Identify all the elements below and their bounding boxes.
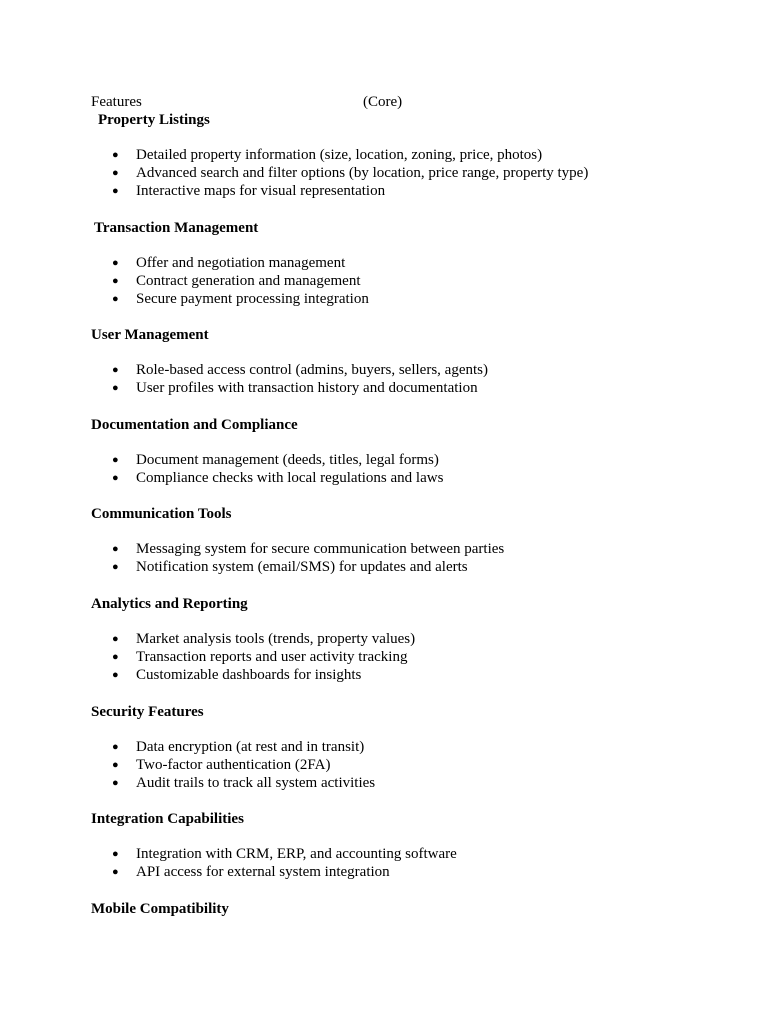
list-item-text: Two-factor authentication (2FA) <box>136 756 331 773</box>
bullet-icon: ● <box>112 650 119 663</box>
bullet-icon: ● <box>112 166 119 179</box>
analytics-reporting-list <box>91 631 415 684</box>
list-item-text: Data encryption (at rest and in transit) <box>136 739 365 755</box>
list-item <box>91 470 443 488</box>
section-heading-documentation-and-compliance: Documentation and Compliance <box>91 417 298 433</box>
list-item <box>91 667 415 685</box>
list-item <box>91 452 443 470</box>
property-listings-list <box>91 147 588 200</box>
transaction-management-list <box>91 255 369 308</box>
list-item <box>91 559 504 577</box>
list-item-text: Detailed property information (size, location, zoning, price, photos) <box>136 147 543 163</box>
bullet-icon: ● <box>112 543 119 555</box>
list-item-text: Customizable dashboards for insights <box>136 666 362 683</box>
list-item-text: Market analysis tools (trends, property values) <box>136 631 416 647</box>
section-heading-property-listings: Property Listings <box>98 112 210 128</box>
section-heading-mobile-compatibility: Mobile Compatibility <box>91 901 229 917</box>
list-item <box>91 739 375 757</box>
list-item <box>91 362 488 380</box>
list-item-text: Transaction reports and user activity tracking <box>136 648 408 665</box>
list-item-text: Compliance checks with local regulations and laws <box>136 469 444 486</box>
list-item <box>91 631 415 649</box>
bullet-icon: ● <box>112 560 119 573</box>
bullet-icon: ● <box>112 668 119 681</box>
list-item-text: Notification system (email/SMS) for updates and alerts <box>136 558 468 575</box>
core-label: (Core) <box>363 94 403 110</box>
list-item-text: User profiles with transaction history and documentation <box>136 379 478 396</box>
list-item-text: Interactive maps for visual representation <box>136 182 386 199</box>
list-item-text: API access for external system integration <box>136 863 390 880</box>
list-item <box>91 147 588 165</box>
list-item-text: Role-based access control (admins, buyers, sellers, agents) <box>136 362 488 378</box>
bullet-icon: ● <box>112 471 119 484</box>
section-heading-communication-tools: Communication Tools <box>91 506 232 522</box>
bullet-icon: ● <box>112 741 119 753</box>
list-item-text: Contract generation and management <box>136 272 361 289</box>
bullet-icon: ● <box>112 274 119 287</box>
bullet-icon: ● <box>112 292 119 305</box>
list-item-text: Secure payment processing integration <box>136 290 369 307</box>
section-heading-user-management: User Management <box>91 327 209 343</box>
list-item-text: Integration with CRM, ERP, and accounting software <box>136 846 457 862</box>
list-item <box>91 165 588 183</box>
bullet-icon: ● <box>112 184 119 197</box>
bullet-icon: ● <box>112 633 119 645</box>
list-item-text: Offer and negotiation management <box>136 255 346 271</box>
list-item-text: Audit trails to track all system activities <box>136 774 376 791</box>
list-item <box>91 291 369 309</box>
bullet-icon: ● <box>112 758 119 771</box>
list-item <box>91 649 415 667</box>
bullet-icon: ● <box>112 776 119 789</box>
section-heading-analytics-and-reporting: Analytics and Reporting <box>91 596 248 612</box>
document-header <box>91 93 691 111</box>
list-item <box>91 255 369 273</box>
section-heading-security-features: Security Features <box>91 704 204 720</box>
user-management-list <box>91 362 488 398</box>
bullet-icon: ● <box>112 364 119 376</box>
features-label: Features <box>91 94 142 110</box>
documentation-compliance-list <box>91 452 443 488</box>
bullet-icon: ● <box>112 257 119 269</box>
list-item <box>91 183 588 201</box>
security-features-list <box>91 739 375 792</box>
section-heading-integration-capabilities: Integration Capabilities <box>91 811 244 827</box>
list-item <box>91 380 488 398</box>
list-item-text: Advanced search and filter options (by location, price range, property type) <box>136 164 589 181</box>
list-item-text: Document management (deeds, titles, legal forms) <box>136 452 439 468</box>
list-item <box>91 541 504 559</box>
section-heading-transaction-management: Transaction Management <box>94 220 259 236</box>
bullet-icon: ● <box>112 848 119 860</box>
list-item-text: Messaging system for secure communication between parties <box>136 541 505 557</box>
list-item <box>91 864 457 882</box>
list-item <box>91 775 375 793</box>
communication-tools-list <box>91 541 504 577</box>
bullet-icon: ● <box>112 149 119 161</box>
bullet-icon: ● <box>112 865 119 878</box>
integration-capabilities-list <box>91 846 457 882</box>
list-item <box>91 757 375 775</box>
list-item <box>91 273 369 291</box>
bullet-icon: ● <box>112 454 119 466</box>
list-item <box>91 846 457 864</box>
bullet-icon: ● <box>112 381 119 394</box>
